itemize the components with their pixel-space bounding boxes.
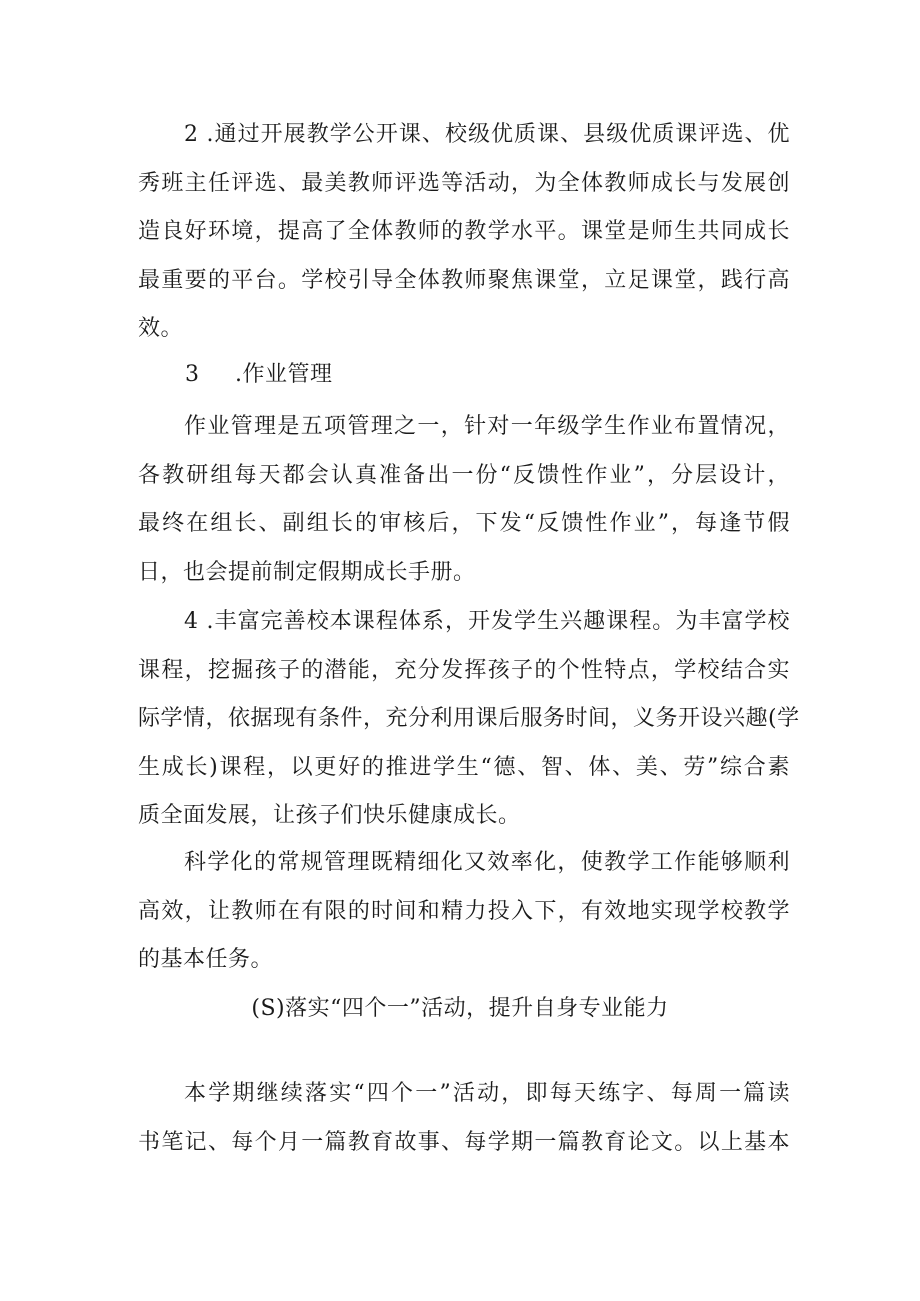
paragraph-routine-management xyxy=(138,839,790,985)
text-line: 质全面发展，让孩子们快乐健康成长。 xyxy=(138,803,521,828)
text-line: 的基本任务。 xyxy=(138,947,274,972)
text-line: 书笔记、每个月一篇教育故事、每学期一篇教育论文。以上基本 xyxy=(138,1129,790,1155)
text-line: 最终在组长、副组长的审核后，下发“反馈性作业”，每逢节假 xyxy=(138,511,790,536)
heading-homework-management xyxy=(185,360,333,390)
paragraph-homework-management xyxy=(138,403,790,597)
text-line: 2 .通过开展教学公开课、校级优质课、县级优质课评选、优 xyxy=(184,122,790,147)
text-line: 课程，挖掘孩子的潜能，充分发挥孩子的个性特点，学校结合实 xyxy=(138,657,790,683)
text-line: 高效，让教师在有限的时间和精力投入下，有效地实现学校教学 xyxy=(138,898,790,924)
text-line: 本学期继续落实“四个一”活动，即每天练字、每周一篇读 xyxy=(184,1081,790,1106)
paragraph-teaching-activities xyxy=(138,111,790,354)
text-line: 各教研组每天都会认真准备出一份“反馈性作业”，分层设计， xyxy=(138,462,790,488)
heading-text: .作业管理 xyxy=(235,362,333,387)
text-line: 4 .丰富完善校本课程体系，开发学生兴趣课程。为丰富学校 xyxy=(184,609,790,634)
text-line: 秀班主任评选、最美教师评选等活动，为全体教师成长与发展创 xyxy=(138,170,790,196)
text-line: 最重要的平台。学校引导全体教师聚焦课堂，立足课堂，践行高 xyxy=(138,267,790,293)
text-line: 际学情，依据现有条件，充分利用课后服务时间，义务开设兴趣(学 xyxy=(138,706,800,731)
text-line: 日，也会提前制定假期成长手册。 xyxy=(138,559,476,585)
heading-number: 3 xyxy=(185,362,200,387)
text-line: 效。 xyxy=(138,316,184,341)
text-line: 科学化的常规管理既精细化又效率化，使教学工作能够顺利 xyxy=(184,850,790,875)
paragraph-school-curriculum xyxy=(138,598,800,841)
section-title: (S)落实“四个一”活动，提升自身专业能力 xyxy=(251,996,669,1021)
text-line: 生成长)课程，以更好的推进学生“德、智、体、美、劳”综合素 xyxy=(138,754,790,780)
paragraph-four-ones-activity xyxy=(138,1070,790,1167)
text-line: 作业管理是五项管理之一，针对一年级学生作业布置情况， xyxy=(184,414,790,439)
text-line: 造良好环境，提高了全体教师的教学水平。课堂是师生共同成长 xyxy=(138,219,790,244)
